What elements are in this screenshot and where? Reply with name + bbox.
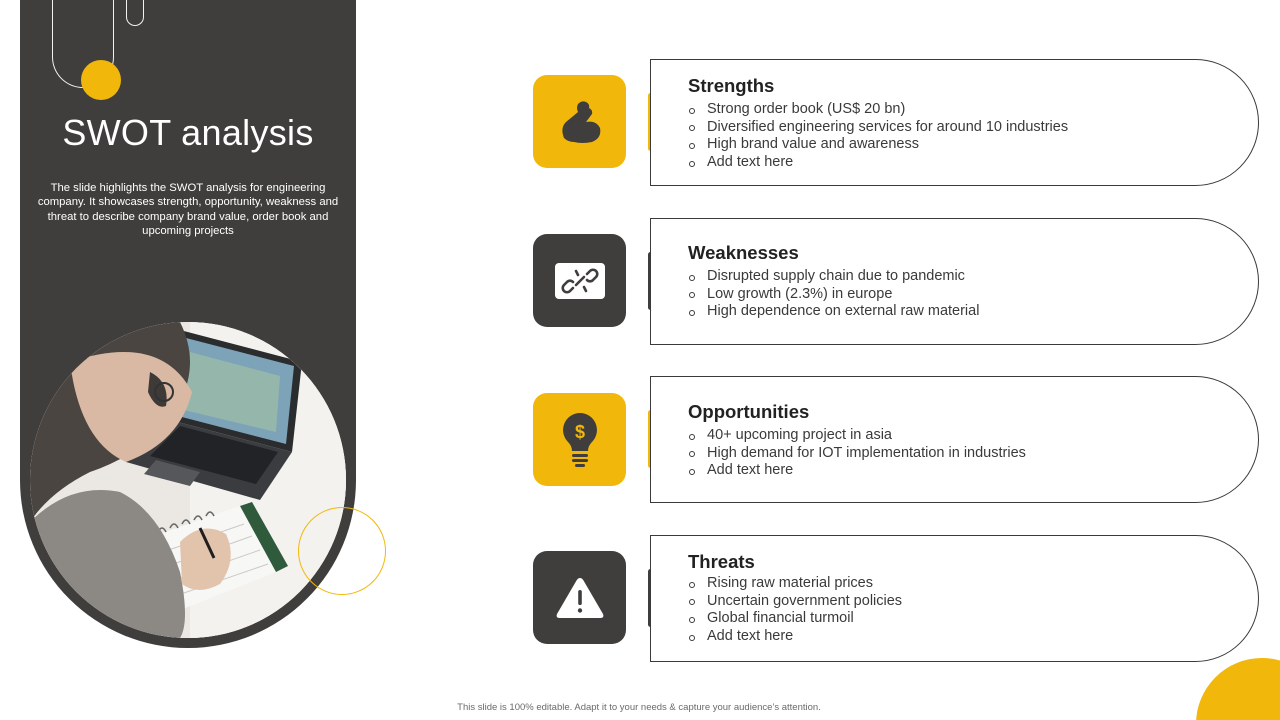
decorative-line: [126, 0, 144, 26]
threats-icon-tile: [533, 551, 626, 644]
strengths-icon-tile: [533, 75, 626, 168]
list-item: Add text here: [689, 154, 1068, 172]
opportunities-title: Opportunities: [688, 401, 810, 422]
list-item: High dependence on external raw material: [689, 303, 979, 321]
weaknesses-card: [650, 218, 1259, 345]
weaknesses-title: Weaknesses: [688, 242, 799, 263]
svg-text:$: $: [574, 421, 585, 442]
list-item: Strong order book (US$ 20 bn): [689, 101, 1068, 119]
opportunities-list: [689, 427, 1026, 480]
list-item: Uncertain government policies: [689, 593, 902, 611]
idea-bulb-dollar-icon: [560, 411, 600, 469]
slide-description: The slide highlights the SWOT analysis for engineering company. It showcases strength, opportunity, weakness and threat to describe company brand value, order book and upcoming projects: [37, 182, 339, 238]
opportunities-card: [650, 376, 1259, 503]
strengths-card: [650, 59, 1259, 186]
page-title: SWOT analysis: [62, 112, 314, 153]
list-item: High demand for IOT implementation in industries: [689, 445, 1026, 463]
threats-card: [650, 535, 1259, 662]
strengths-list: [689, 101, 1068, 171]
office-photo: [30, 322, 346, 638]
weaknesses-icon-tile: [533, 234, 626, 327]
list-item: 40+ upcoming project in asia: [689, 427, 1026, 445]
list-item: Low growth (2.3%) in europe: [689, 286, 979, 304]
opportunities-icon-tile: [533, 393, 626, 486]
threats-list: [689, 575, 902, 645]
footer-note: This slide is 100% editable. Adapt it to your needs & capture your audience’s attention.: [457, 702, 821, 713]
decorative-ring: [298, 507, 386, 595]
decorative-dot: [81, 60, 121, 100]
list-item: Global financial turmoil: [689, 610, 902, 628]
broken-link-icon: [554, 261, 606, 301]
threats-title: Threats: [688, 551, 755, 572]
strengths-title: Strengths: [688, 75, 775, 96]
list-item: Add text here: [689, 462, 1026, 480]
list-item: Diversified engineering services for around 10 industries: [689, 119, 1068, 137]
weaknesses-list: [689, 268, 979, 321]
list-item: Rising raw material prices: [689, 575, 902, 593]
list-item: Disrupted supply chain due to pandemic: [689, 268, 979, 286]
warning-triangle-icon: [554, 575, 606, 621]
list-item: High brand value and awareness: [689, 136, 1068, 154]
flexed-arm-icon: [556, 98, 604, 146]
list-item: Add text here: [689, 628, 902, 646]
